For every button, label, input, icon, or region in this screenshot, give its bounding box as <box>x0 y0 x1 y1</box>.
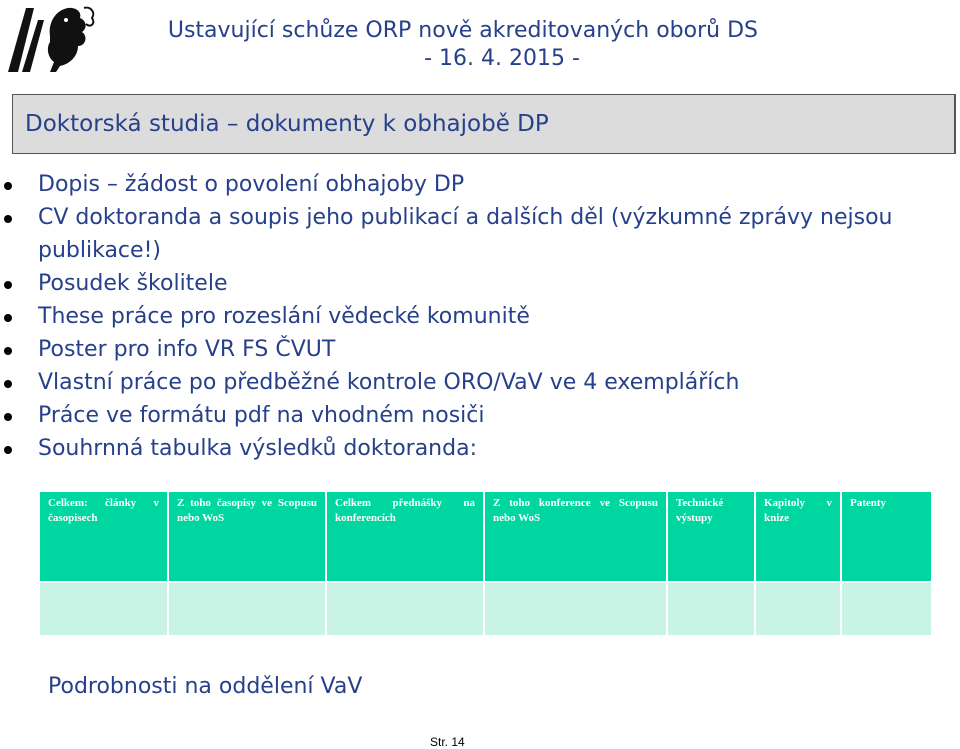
document-list <box>0 168 960 465</box>
list-item: Souhrnná tabulka výsledků doktoranda: <box>0 432 938 465</box>
table-cell[interactable] <box>326 582 484 636</box>
table-header-cell: Celkem: články v časopisech <box>39 491 168 582</box>
table-row <box>39 582 932 636</box>
slide-title: Doktorská studia – dokumenty k obhajobě DP <box>25 111 549 137</box>
table-cell[interactable] <box>667 582 755 636</box>
presentation-title: Ustavující schůze ORP nově akreditovaných oborů DS <box>167 18 758 43</box>
list-item: CV doktoranda a soupis jeho publikací a dalších děl (výzkumné zprávy nejsou publikace!) <box>0 201 938 267</box>
details-note: Podrobnosti na oddělení VaV <box>48 674 363 699</box>
table-header-cell: Patenty <box>841 491 932 582</box>
slide-title-box <box>12 94 956 154</box>
table-header-cell: Kapitoly v knize <box>755 491 841 582</box>
presentation-date: - 16. 4. 2015 - <box>424 46 580 71</box>
list-item: Posudek školitele <box>0 267 938 300</box>
page-number: Str. 14 <box>430 735 465 749</box>
list-item: These práce pro rozeslání vědecké komunitě <box>0 300 938 333</box>
list-item: Poster pro info VR FS ČVUT <box>0 333 938 366</box>
list-item: Vlastní práce po předběžné kontrole ORO/VaV ve 4 exemplářích <box>0 366 938 399</box>
table-cell[interactable] <box>841 582 932 636</box>
table-header-cell: Z toho konference ve Scopusu nebo WoS <box>484 491 667 582</box>
table-header-cell: Z toho časopisy ve Scopusu nebo WoS <box>168 491 326 582</box>
results-summary-table <box>38 490 933 637</box>
table-cell[interactable] <box>484 582 667 636</box>
table-cell[interactable] <box>755 582 841 636</box>
table-cell[interactable] <box>39 582 168 636</box>
list-item: Práce ve formátu pdf na vhodném nosiči <box>0 399 938 432</box>
list-item: Dopis – žádost o povolení obhajoby DP <box>0 168 938 201</box>
university-logo-icon <box>4 2 100 74</box>
table-header-row <box>39 491 932 582</box>
table-cell[interactable] <box>168 582 326 636</box>
table-header-cell: Celkem přednášky na konferencích <box>326 491 484 582</box>
table-header-cell: Technické výstupy <box>667 491 755 582</box>
